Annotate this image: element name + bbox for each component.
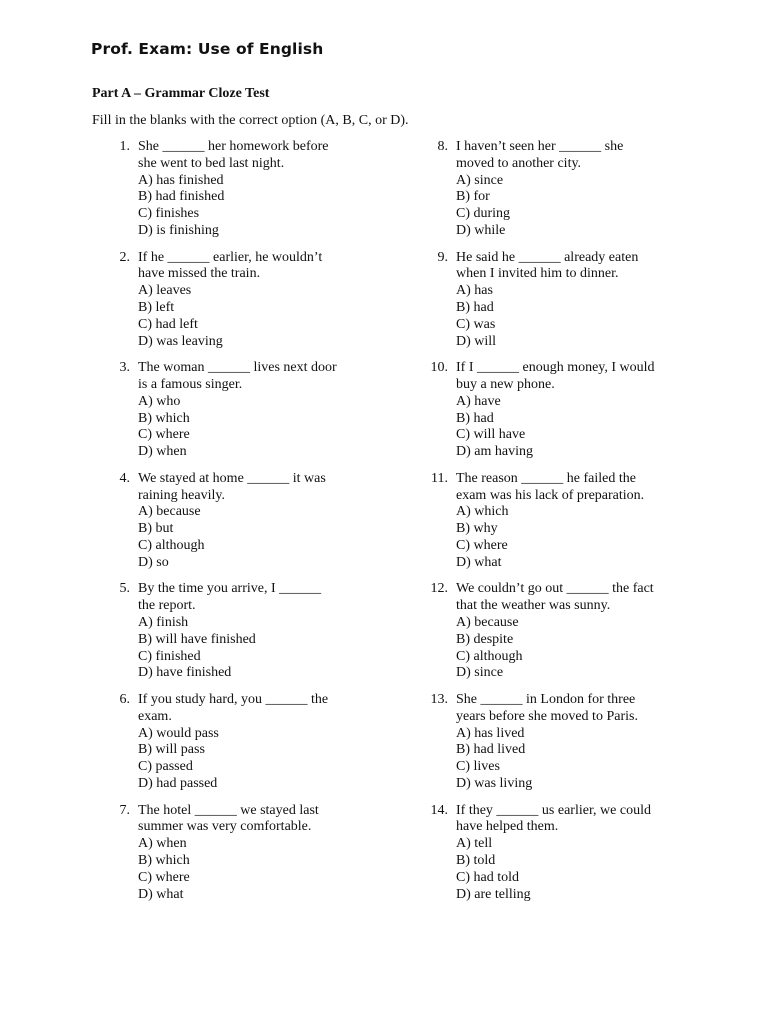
question-body <box>456 360 706 461</box>
question-number: 8. <box>437 139 448 154</box>
part-title: Part A – Grammar Cloze Test <box>92 86 270 101</box>
option-b: B) for <box>456 189 490 205</box>
question-1 <box>108 139 358 250</box>
question-body <box>456 139 706 240</box>
question-text-line: have helped them. <box>456 819 559 835</box>
option-b: B) why <box>456 521 498 537</box>
question-body <box>456 250 706 351</box>
question-text-line: raining heavily. <box>138 487 225 503</box>
option-c: C) lives <box>456 759 500 775</box>
option-d: D) what <box>138 886 184 902</box>
option-a: A) has finished <box>138 172 224 188</box>
question-text-line: She ______ her homework before <box>138 139 329 154</box>
instructions: Fill in the blanks with the correct option (A, B, C, or D). <box>92 113 409 128</box>
question-8 <box>426 139 676 250</box>
option-d: D) was leaving <box>138 333 223 349</box>
option-d: D) what <box>456 554 502 570</box>
option-c: C) had told <box>456 869 519 885</box>
option-a: A) has lived <box>456 725 525 741</box>
option-c: C) finishes <box>138 206 200 222</box>
question-3 <box>108 360 358 471</box>
option-d: D) when <box>138 444 187 460</box>
option-a: A) would pass <box>138 725 219 741</box>
question-body <box>138 581 388 682</box>
question-11 <box>426 471 676 582</box>
question-text-line: when I invited him to dinner. <box>456 266 619 282</box>
question-number: 4. <box>119 470 130 486</box>
option-d: D) so <box>138 554 169 570</box>
option-a: A) who <box>138 393 181 409</box>
question-number: 2. <box>119 249 130 265</box>
option-b: B) which <box>138 852 190 868</box>
question-4 <box>108 471 358 582</box>
option-b: B) had <box>456 410 494 426</box>
question-body <box>138 692 388 793</box>
option-c: C) will have <box>456 427 526 443</box>
option-b: B) despite <box>456 631 514 647</box>
question-number: 1. <box>119 139 130 154</box>
question-13 <box>426 692 676 803</box>
question-text-line: buy a new phone. <box>456 376 555 392</box>
option-b: B) told <box>456 852 496 868</box>
option-c: C) had left <box>138 316 198 332</box>
question-body <box>456 692 706 793</box>
question-body <box>138 250 388 351</box>
question-text-line: the report. <box>138 598 196 614</box>
question-10 <box>426 360 676 471</box>
option-b: B) left <box>138 299 175 315</box>
option-a: A) because <box>138 504 201 520</box>
option-c: C) where <box>138 869 190 885</box>
question-text-line: If I ______ enough money, I would <box>456 360 655 376</box>
question-text-line: We stayed at home ______ it was <box>138 470 326 486</box>
option-c: C) where <box>138 427 190 443</box>
question-text-line: If he ______ earlier, he wouldn’t <box>138 249 323 265</box>
question-number: 3. <box>119 360 130 376</box>
questions-left-column <box>108 139 358 913</box>
question-text-line: summer was very comfortable. <box>138 819 312 835</box>
question-body <box>456 803 706 904</box>
question-text-line: have missed the train. <box>138 266 261 282</box>
question-text-line: By the time you arrive, I ______ <box>138 581 322 597</box>
option-c: C) was <box>456 316 496 332</box>
option-a: A) leaves <box>138 283 192 299</box>
option-a: A) since <box>456 172 504 188</box>
option-c: C) passed <box>138 759 193 775</box>
option-d: D) since <box>456 665 504 681</box>
questions-right-column <box>426 139 676 913</box>
option-b: B) will pass <box>138 742 205 758</box>
question-text-line: she went to bed last night. <box>138 155 285 171</box>
question-2 <box>108 250 358 361</box>
option-a: A) tell <box>456 836 493 852</box>
question-text-line: that the weather was sunny. <box>456 598 611 614</box>
option-d: D) had passed <box>138 775 218 791</box>
question-text-line: exam was his lack of preparation. <box>456 487 645 503</box>
question-text-line: years before she moved to Paris. <box>456 708 638 724</box>
option-b: B) will have finished <box>138 631 256 647</box>
option-b: B) had lived <box>456 742 526 758</box>
option-c: C) although <box>138 537 205 553</box>
question-text-line: The hotel ______ we stayed last <box>138 802 319 818</box>
question-6 <box>108 692 358 803</box>
question-number: 10. <box>430 360 448 376</box>
question-text-line: The woman ______ lives next door <box>138 360 337 376</box>
question-body <box>138 803 388 904</box>
question-12 <box>426 581 676 692</box>
option-d: D) while <box>456 222 506 238</box>
question-body <box>138 471 388 572</box>
option-a: A) finish <box>138 614 189 630</box>
question-7 <box>108 803 358 914</box>
option-c: C) where <box>456 537 508 553</box>
question-text-line: If you study hard, you ______ the <box>138 691 329 707</box>
question-text-line: moved to another city. <box>456 155 582 171</box>
question-text-line: exam. <box>138 708 172 724</box>
question-text-line: is a famous singer. <box>138 376 243 392</box>
question-text-line: I haven’t seen her ______ she <box>456 139 624 154</box>
question-body <box>138 360 388 461</box>
question-number: 5. <box>119 581 130 597</box>
exam-title: Prof. Exam: Use of English <box>91 40 324 58</box>
question-text-line: He said he ______ already eaten <box>456 249 639 265</box>
option-d: D) have finished <box>138 665 232 681</box>
question-number: 7. <box>119 802 130 818</box>
question-text-line: She ______ in London for three <box>456 691 636 707</box>
option-b: B) which <box>138 410 190 426</box>
question-text-line: We couldn’t go out ______ the fact <box>456 581 654 597</box>
question-body <box>138 139 388 240</box>
option-d: D) is finishing <box>138 222 219 238</box>
question-14 <box>426 803 676 914</box>
option-a: A) because <box>456 614 519 630</box>
question-text-line: The reason ______ he failed the <box>456 470 636 486</box>
question-9 <box>426 250 676 361</box>
option-a: A) which <box>456 504 509 520</box>
question-body <box>456 471 706 572</box>
option-a: A) when <box>138 836 187 852</box>
option-d: D) am having <box>456 444 533 460</box>
option-c: C) finished <box>138 648 201 664</box>
option-a: A) has <box>456 283 493 299</box>
option-b: B) had <box>456 299 494 315</box>
option-b: B) but <box>138 521 174 537</box>
option-c: C) during <box>456 206 511 222</box>
question-number: 9. <box>437 249 448 265</box>
question-number: 13. <box>430 691 448 707</box>
question-body <box>456 581 706 682</box>
option-c: C) although <box>456 648 523 664</box>
question-text-line: If they ______ us earlier, we could <box>456 802 651 818</box>
option-d: D) will <box>456 333 497 349</box>
option-a: A) have <box>456 393 501 409</box>
question-number: 6. <box>119 691 130 707</box>
option-d: D) was living <box>456 775 533 791</box>
option-b: B) had finished <box>138 189 225 205</box>
option-d: D) are telling <box>456 886 531 902</box>
question-5 <box>108 581 358 692</box>
question-number: 11. <box>431 470 448 486</box>
question-number: 12. <box>430 581 448 597</box>
question-number: 14. <box>430 802 448 818</box>
